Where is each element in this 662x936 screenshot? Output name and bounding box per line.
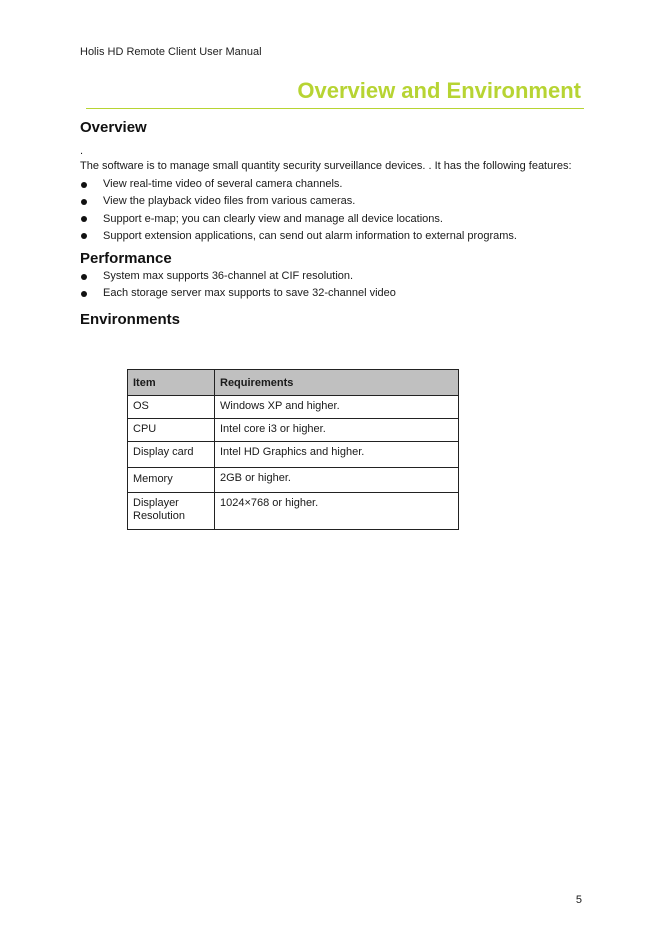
table-row	[128, 396, 459, 419]
requirement-cell: 2GB or higher.	[215, 468, 459, 493]
item-cell: Displayer Resolution	[128, 493, 215, 530]
feature-item: Support extension applications, can send out alarm information to external programs.	[80, 228, 580, 245]
overview-heading: Overview	[80, 119, 147, 136]
requirements-table	[127, 369, 459, 530]
main-content	[80, 117, 580, 328]
table-row	[128, 419, 459, 442]
feature-item: Support e-map; you can clearly view and manage all device locations.	[80, 211, 580, 228]
chapter-title: Overview and Environment	[297, 78, 581, 103]
column-header-item: Item	[128, 370, 215, 396]
item-cell: CPU	[128, 419, 215, 442]
feature-item: View the playback video files from various cameras.	[80, 193, 580, 210]
page-number: 5	[575, 894, 582, 906]
item-cell: Display card	[128, 442, 215, 468]
performance-list	[80, 268, 580, 303]
performance-item: Each storage server max supports to save 32-channel video	[80, 285, 580, 302]
column-header-requirements: Requirements	[215, 370, 459, 396]
environments-heading: Environments	[80, 310, 181, 328]
requirement-cell: Intel core i3 or higher.	[215, 419, 459, 442]
stray-mark: .	[80, 145, 84, 157]
overview-intro: The software is to manage small quantity security surveillance devices. . It has the following features:	[80, 160, 572, 172]
performance-heading: Performance	[80, 250, 172, 268]
table-row	[128, 493, 459, 530]
table-row	[128, 468, 459, 493]
item-cell: Memory	[128, 468, 215, 493]
chapter-divider	[86, 108, 584, 109]
requirement-cell: Windows XP and higher.	[215, 396, 459, 419]
table-header-row	[128, 370, 459, 396]
requirement-cell: Intel HD Graphics and higher.	[215, 442, 459, 468]
feature-list	[80, 176, 580, 245]
feature-item: View real-time video of several camera channels.	[80, 176, 580, 193]
table-row	[128, 442, 459, 468]
item-cell: OS	[128, 396, 215, 419]
requirement-cell: 1024×768 or higher.	[215, 493, 459, 530]
performance-item: System max supports 36-channel at CIF resolution.	[80, 268, 580, 285]
running-header: Holis HD Remote Client User Manual	[80, 46, 262, 58]
